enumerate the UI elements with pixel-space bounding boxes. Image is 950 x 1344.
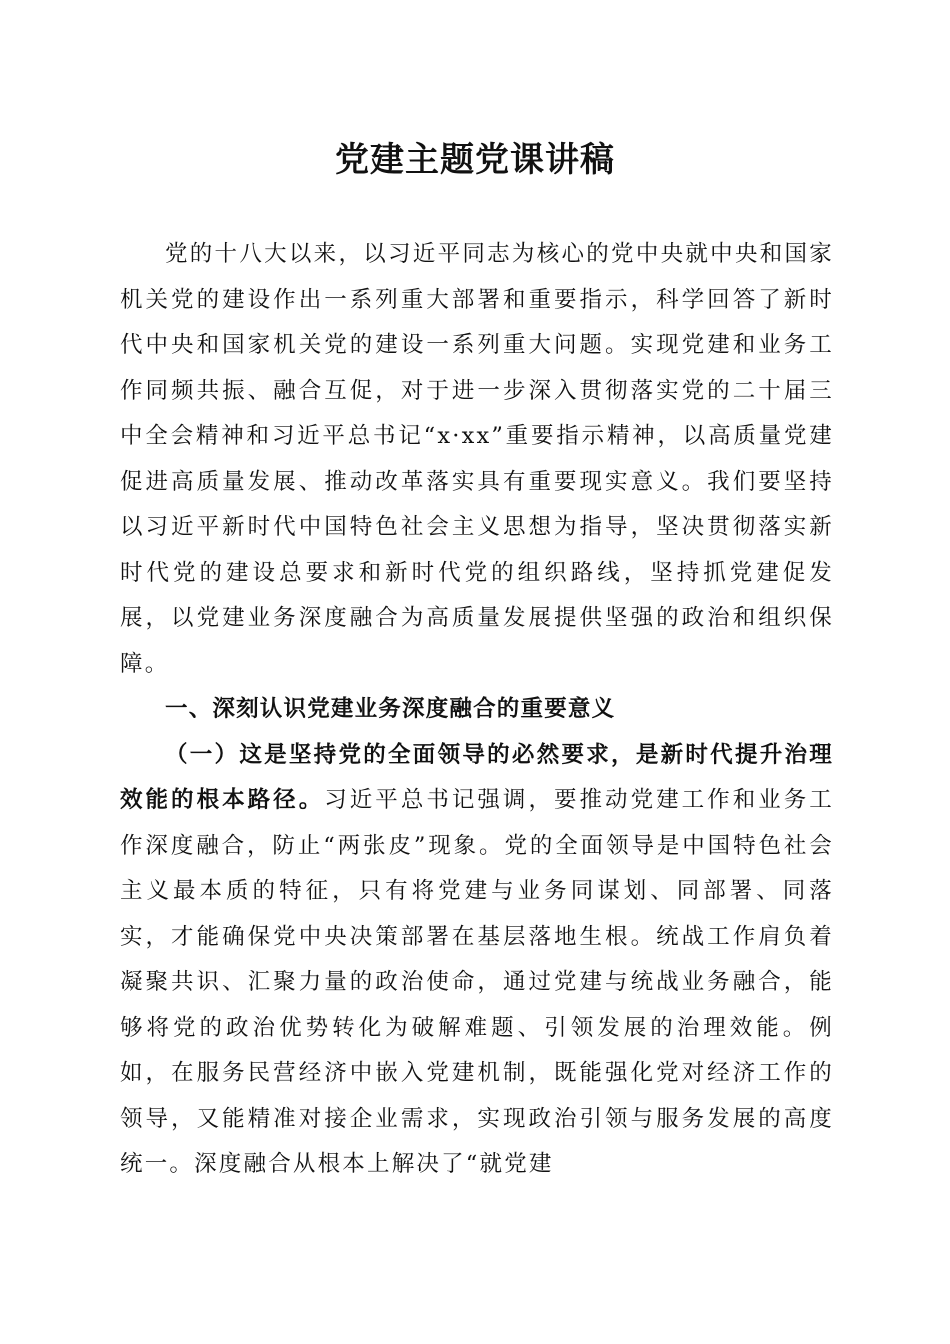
subsection-body: 习近平总书记强调，要推动党建工作和业务工作深度融合，防止“两张皮”现象。党的全面领导是中国特色社会主义最本质的特征，只有将党建与业务同谋划、同部署、同落实，才能确保党中央决策部署在基层落地生根。统战工作肩负着凝聚共识、汇聚力量的政治使命，通过党建与统战业务融合，能够将党的政治优势转化为破解难题、引领发展的治理效能。例如，在服务民营经济中嵌入党建机制，既能强化党对经济工作的领导，又能精准对接企业需求，实现政治引领与服务发展的高度统一。深度融合从根本上解决了“就党建 (120, 787, 834, 1177)
intro-paragraph: 党的十八大以来，以习近平同志为核心的党中央就中央和国家机关党的建设作出一系列重大部署和重要指示，科学回答了新时代中央和国家机关党的建设一系列重大问题。实现党建和业务工作同频共振、融合互促，对于进一步深入贯彻落实党的二十届三中全会精神和习近平总书记“x·xx”重要指示精神，以高质量党建促进高质量发展、推动改革落实具有重要现实意义。我们要坚持以习近平新时代中国特色社会主义思想为指导，坚决贯彻落实新时代党的建设总要求和新时代党的组织路线，坚持抓党建促发展，以党建业务深度融合为高质量发展提供坚强的政治和组织保障。 (120, 241, 834, 677)
document-body (120, 232, 834, 1188)
section-heading: 一、深刻认识党建业务深度融合的重要意义 (165, 696, 616, 722)
subsection-lead: （一）这是坚持党的全面领导的必然要求，是新时代提升治理效能的根本路径。 (120, 741, 834, 813)
document-title: 党建主题党课讲稿 (335, 140, 615, 180)
subsection-paragraph (120, 733, 834, 1188)
